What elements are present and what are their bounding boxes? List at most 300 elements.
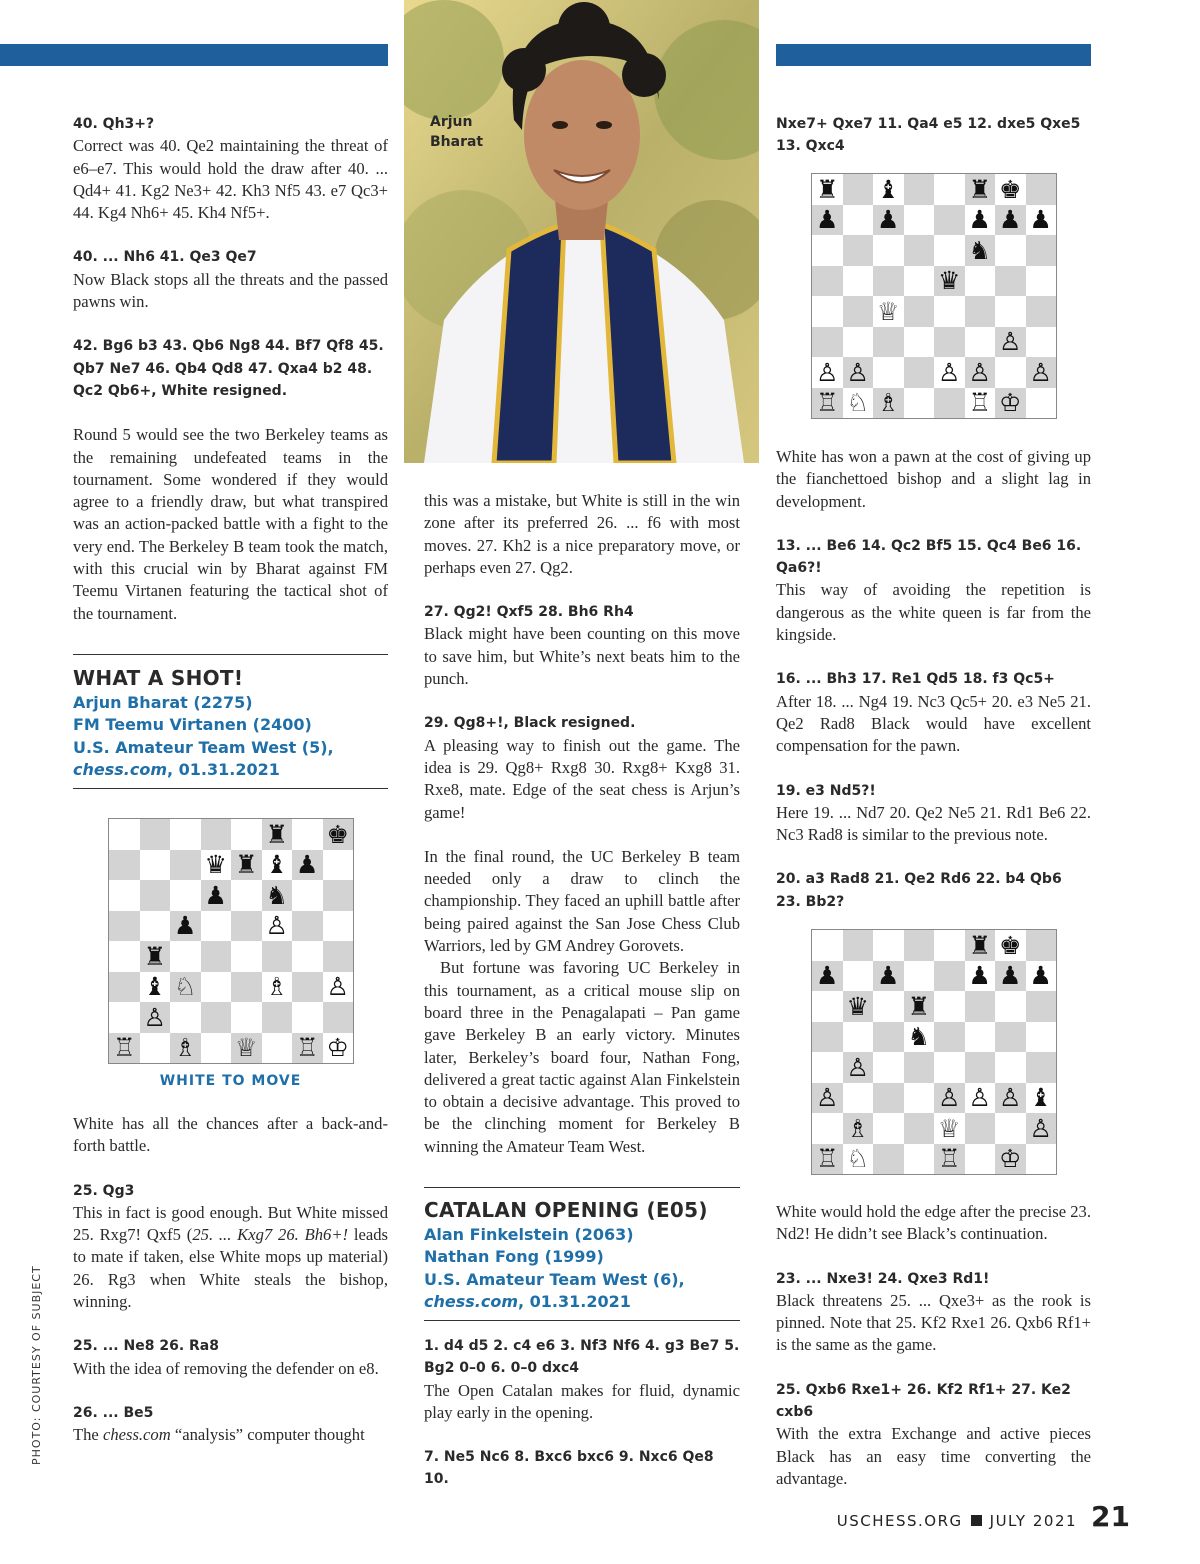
board-square: [262, 880, 293, 911]
white-bishop-icon: ♗: [265, 972, 288, 1002]
white-rook-icon: ♖: [938, 1144, 961, 1174]
board-square: [965, 388, 996, 419]
board-square: [812, 1052, 843, 1083]
board-square: [812, 296, 843, 327]
board-square: [109, 850, 140, 881]
board-square: [904, 1022, 935, 1053]
chess-board-1: [108, 818, 354, 1064]
board-square: [170, 941, 201, 972]
black-pawn-icon: ♟: [968, 961, 991, 991]
white-king-icon: ♔: [999, 1144, 1022, 1174]
board-square: [843, 1144, 874, 1175]
footer-square-icon: [971, 1515, 982, 1526]
black-king-icon: ♚: [326, 819, 349, 849]
board-square: [904, 1052, 935, 1083]
board-square: [995, 1113, 1026, 1144]
board-square: [231, 1033, 262, 1064]
board-square: [873, 1144, 904, 1175]
white-bishop-icon: ♗: [846, 1113, 869, 1143]
black-rook-icon: ♜: [143, 941, 166, 971]
board-square: [292, 1033, 323, 1064]
black-bishop-icon: ♝: [143, 972, 166, 1002]
board-square: [965, 205, 996, 236]
white-pawn-icon: ♙: [968, 357, 991, 387]
black-pawn-icon: ♟: [999, 205, 1022, 235]
board-square: [262, 1002, 293, 1033]
board-square: [170, 1033, 201, 1064]
board-square: [965, 961, 996, 992]
column-2: [424, 490, 740, 1158]
board-square: [934, 930, 965, 961]
board-square: [231, 819, 262, 850]
board-square: [1026, 296, 1057, 327]
footer-site: USCHESS.ORG: [836, 1512, 963, 1530]
board-square: [812, 1144, 843, 1175]
board-square: [812, 205, 843, 236]
board-square: [965, 235, 996, 266]
column-3-lower: [776, 1201, 1091, 1490]
board-square: [1026, 357, 1057, 388]
black-bishop-icon: ♝: [265, 850, 288, 880]
board-square: [812, 991, 843, 1022]
black-pawn-icon: ♟: [877, 961, 900, 991]
white-queen-icon: ♕: [938, 1113, 961, 1143]
white-pawn-icon: ♙: [999, 327, 1022, 357]
board-square: [995, 327, 1026, 358]
board-square: [904, 1144, 935, 1175]
board-square: [873, 266, 904, 297]
board-square: [873, 1083, 904, 1114]
white-rook-icon: ♖: [816, 1144, 839, 1174]
black-rook-icon: ♜: [235, 850, 258, 880]
white-pawn-icon: ♙: [816, 1083, 839, 1113]
white-bishop-icon: ♗: [877, 388, 900, 418]
header-bar-right: [776, 44, 1091, 66]
white-pawn-icon: ♙: [816, 357, 839, 387]
move-text: 42. Bg6 b3 43. Qb6 Ng8 44. Bf7 Qf8 45. Qb7 Ne7 46. Qb4 Qd8 47. Qxa4 b2 48. Qc2 Qb6+, White resigned.: [73, 338, 384, 399]
board-square: [995, 357, 1026, 388]
move-text: 25. Qxb6 Rxe1+ 26. Kf2 Rf1+ 27. Ke2 cxb6: [776, 1381, 1071, 1421]
board-square: [1026, 327, 1057, 358]
board-square: [934, 174, 965, 205]
board-square: [170, 819, 201, 850]
board-square: [109, 880, 140, 911]
board-square: [262, 941, 293, 972]
board-square: [934, 266, 965, 297]
body-text: In the final round, the UC Berkeley B team needed only a draw to clinch the championship. They faced an uphill battle after being paired against the San Jose Chess Club Warriors, led by GM Andrey Gorovets.: [424, 846, 740, 956]
board-square: [1026, 388, 1057, 419]
column-2-lower: [424, 1335, 740, 1491]
divider: [424, 1320, 740, 1321]
board-square: [109, 941, 140, 972]
board-square: [323, 1002, 354, 1033]
board-square: [1026, 266, 1057, 297]
board-square: [812, 930, 843, 961]
site-date: [73, 759, 388, 781]
board-square: [873, 357, 904, 388]
board-square: [904, 174, 935, 205]
board-square: [292, 819, 323, 850]
board-square: [109, 972, 140, 1003]
annotation-text: White has won a pawn at the cost of giving up the fianchettoed bishop and a slight lag in development.: [776, 447, 1091, 511]
move-text: 13. ... Be6 14. Qc2 Bf5 15. Qc4 Be6 16. Qa6?!: [776, 537, 1082, 577]
board-square: [904, 388, 935, 419]
black-pawn-icon: ♟: [816, 961, 839, 991]
board-square: [843, 205, 874, 236]
board-square: [201, 1002, 232, 1033]
move-text: 1. d4 d5 2. c4 e6 3. Nf3 Nf6 4. g3 Be7 5. Bg2 0–0 6. 0–0 dxc4: [424, 1338, 740, 1377]
white-player: Alan Finkelstein (2063): [424, 1225, 634, 1244]
annotation-text: Correct was 40. Qe2 maintaining the threat of e6–e7. This would hold the draw after 40. ... Qd4+ 41. Kg2 Ne3+ 42. Kh3 Nf5 43. e7 Qc3+ 44. Kg4 Nh6+ 45. Kh4 Nf5+.: [73, 136, 388, 223]
board-square: [965, 266, 996, 297]
board-square: [934, 1022, 965, 1053]
board-square: [873, 1052, 904, 1083]
move-text: 19. e3 Nd5?!: [776, 782, 876, 799]
board-square: [201, 972, 232, 1003]
board-square: [140, 1033, 171, 1064]
board-square: [170, 911, 201, 942]
annotation-text: The chess.com “analysis” computer thought: [73, 1425, 365, 1445]
white-knight-icon: ♘: [846, 388, 869, 418]
board-square: [1026, 1052, 1057, 1083]
black-pawn-icon: ♟: [1029, 205, 1052, 235]
board-square: [873, 930, 904, 961]
board-square: [170, 972, 201, 1003]
white-pawn-icon: ♙: [1029, 357, 1052, 387]
board-square: [140, 941, 171, 972]
white-pawn-icon: ♙: [938, 1083, 961, 1113]
board-square: [812, 327, 843, 358]
board-square: [262, 972, 293, 1003]
board-square: [965, 930, 996, 961]
annotation-text: The Open Catalan makes for fluid, dynamic play early in the opening.: [424, 1380, 740, 1422]
board-square: [995, 1144, 1026, 1175]
board-square: [934, 296, 965, 327]
black-bishop-icon: ♝: [1029, 1083, 1052, 1113]
board-square: [995, 388, 1026, 419]
board-square: [965, 991, 996, 1022]
board-square: [934, 991, 965, 1022]
black-rook-icon: ♜: [265, 819, 288, 849]
move-text: 20. a3 Rad8 21. Qe2 Rd6 22. b4 Qb6 23. Bb2?: [776, 871, 1062, 910]
board-square: [262, 1033, 293, 1064]
board-square: [873, 388, 904, 419]
black-pawn-icon: ♟: [1029, 961, 1052, 991]
board-square: [812, 174, 843, 205]
board-square: [904, 266, 935, 297]
board-square: [843, 357, 874, 388]
board-square: [934, 1113, 965, 1144]
black-knight-icon: ♞: [968, 235, 991, 265]
black-pawn-icon: ♟: [968, 205, 991, 235]
board-square: [995, 266, 1026, 297]
board-square: [965, 1113, 996, 1144]
board-square: [995, 961, 1026, 992]
board-square: [201, 819, 232, 850]
board-square: [873, 174, 904, 205]
board-square: [201, 1033, 232, 1064]
annotation-text: Black might have been counting on this move to save him, but White’s next beats him to the punch.: [424, 624, 740, 689]
board-caption: WHITE TO MOVE: [159, 1073, 302, 1089]
white-queen-icon: ♕: [877, 296, 900, 326]
white-rook-icon: ♖: [113, 1033, 136, 1063]
board-square: [843, 174, 874, 205]
board-square: [873, 991, 904, 1022]
white-king-icon: ♔: [326, 1033, 349, 1063]
black-queen-icon: ♛: [204, 850, 227, 880]
board-square: [843, 991, 874, 1022]
board-square: [812, 357, 843, 388]
chess-board-3: [811, 929, 1057, 1175]
divider: [73, 654, 388, 655]
board-square: [292, 880, 323, 911]
board-square: [323, 1033, 354, 1064]
annotation-text: A pleasing way to finish out the game. The idea is 29. Qg8+ Rxg8 30. Rxg8+ Kxg8 31. Rxe8, mate. Edge of the seat chess is Arjun’s game!: [424, 735, 740, 822]
white-bishop-icon: ♗: [174, 1033, 197, 1063]
board-square: [1026, 991, 1057, 1022]
board-square: [995, 296, 1026, 327]
board-square: [323, 819, 354, 850]
board-square: [904, 1083, 935, 1114]
white-pawn-icon: ♙: [1029, 1113, 1052, 1143]
game-header: [73, 664, 388, 782]
black-pawn-icon: ♟: [877, 205, 900, 235]
board-square: [170, 850, 201, 881]
board-square: [965, 1052, 996, 1083]
board-square: [873, 205, 904, 236]
board-square: [904, 357, 935, 388]
divider: [73, 788, 388, 789]
board-square: [201, 880, 232, 911]
board-square: [1026, 174, 1057, 205]
game-date: , 01.31.2021: [518, 1292, 631, 1312]
board-square: [995, 930, 1026, 961]
annotation-text: this was a mistake, but White is still in the win zone after its preferred 26. ... f6 with most moves. 27. Kh2 is a nice preparatory move, or perhaps even 27. Qg2.: [424, 491, 740, 577]
board-square: [1026, 1113, 1057, 1144]
board-square: [904, 296, 935, 327]
black-pawn-icon: ♟: [296, 850, 319, 880]
board-square: [934, 327, 965, 358]
move-text: 25. ... Ne8 26. Ra8: [73, 1338, 219, 1355]
board-square: [292, 972, 323, 1003]
board-square: [904, 930, 935, 961]
annotation-text: White would hold the edge after the precise 23. Nd2! He didn’t see Black’s continuation.: [776, 1202, 1091, 1244]
board-square: [934, 357, 965, 388]
annotation-text: This in fact is good enough. But White missed 25. Rxg7! Qxf5 (25. ... Kxg7 26. Bh6+! leads to mate if taken, else White mops up material) 26. Rg3 when White steals the bishop, winning.: [73, 1202, 388, 1312]
annotation-text: Here 19. ... Nd7 20. Qe2 Ne5 21. Rd1 Be6 22. Nc3 Rad8 is similar to the previous note.: [776, 802, 1091, 845]
chess-board-2: [811, 173, 1057, 419]
board-square: [843, 327, 874, 358]
game-date: , 01.31.2021: [167, 760, 280, 780]
board-square: [873, 235, 904, 266]
board-square: [1026, 1144, 1057, 1175]
board-square: [934, 961, 965, 992]
move-text: Nxe7+ Qxe7 11. Qa4 e5 12. dxe5 Qxe5 13. Qxc4: [776, 116, 1081, 155]
board-square: [965, 1144, 996, 1175]
board-square: [934, 235, 965, 266]
black-knight-icon: ♞: [265, 880, 288, 910]
board-square: [812, 266, 843, 297]
site-name: chess.com: [424, 1292, 518, 1312]
board-square: [262, 911, 293, 942]
board-square: [904, 991, 935, 1022]
column-1-lower: [73, 1113, 388, 1447]
move-text: 7. Ne5 Nc6 8. Bxc6 bxc6 9. Nxc6 Qe8 10.: [424, 1449, 714, 1488]
site-date: [424, 1291, 740, 1313]
board-square: [934, 1052, 965, 1083]
game-title: CATALAN OPENING (E05): [424, 1198, 708, 1222]
photo-credit: PHOTO: COURTESY OF SUBJECT: [30, 1265, 43, 1465]
black-queen-icon: ♛: [938, 266, 961, 296]
board-square: [843, 1052, 874, 1083]
board-square: [323, 972, 354, 1003]
board-square: [323, 850, 354, 881]
board-square: [292, 941, 323, 972]
board-square: [995, 1022, 1026, 1053]
board-square: [904, 327, 935, 358]
board-square: [109, 1002, 140, 1033]
white-rook-icon: ♖: [816, 388, 839, 418]
board-square: [109, 819, 140, 850]
move-text: 25. Qg3: [73, 1182, 135, 1199]
black-rook-icon: ♜: [816, 174, 839, 204]
board-square: [140, 911, 171, 942]
board-square: [170, 880, 201, 911]
board-square: [965, 1022, 996, 1053]
column-3-middle: [776, 446, 1091, 913]
board-square: [812, 1022, 843, 1053]
board-square: [262, 819, 293, 850]
annotation-text: With the extra Exchange and active pieces Black has an easy time converting the advantage.: [776, 1424, 1091, 1488]
photo-caption: Arjun Bharat: [430, 114, 484, 150]
white-king-icon: ♔: [999, 388, 1022, 418]
white-pawn-icon: ♙: [265, 911, 288, 941]
page-footer: [837, 1500, 1130, 1533]
board-square: [934, 1144, 965, 1175]
move-text: 29. Qg8+!, Black resigned.: [424, 715, 636, 732]
event-name: U.S. Amateur Team West (5),: [73, 737, 334, 757]
board-square: [812, 1113, 843, 1144]
board-square: [965, 296, 996, 327]
board-square: [965, 327, 996, 358]
white-pawn-icon: ♙: [999, 1083, 1022, 1113]
board-square: [292, 1002, 323, 1033]
board-square: [843, 296, 874, 327]
board-square: [292, 911, 323, 942]
white-rook-icon: ♖: [296, 1033, 319, 1063]
move-text: 23. ... Nxe3! 24. Qxe3 Rd1!: [776, 1270, 990, 1287]
black-pawn-icon: ♟: [174, 911, 197, 941]
page-number: 21: [1091, 1500, 1130, 1533]
annotation-text: After 18. ... Ng4 19. Nc3 Qc5+ 20. e3 Ne5 21. Qe2 Rad8 Black would have excellent compensation for the pawn.: [776, 691, 1091, 756]
annotation-text: Now Black stops all the threats and the passed pawns win.: [73, 269, 388, 312]
black-rook-icon: ♜: [968, 174, 991, 204]
black-knight-icon: ♞: [907, 1022, 930, 1052]
board-square: [231, 850, 262, 881]
board-square: [109, 911, 140, 942]
board-square: [843, 266, 874, 297]
board-square: [109, 1033, 140, 1064]
board-square: [1026, 1083, 1057, 1114]
board-square: [904, 961, 935, 992]
annotation-text: This way of avoiding the repetition is dangerous as the white queen is far from the kingside.: [776, 580, 1091, 645]
white-pawn-icon: ♙: [326, 972, 349, 1002]
board-square: [231, 880, 262, 911]
board-square: [873, 327, 904, 358]
board-square: [873, 1113, 904, 1144]
player-photo: [404, 0, 759, 463]
move-text: 16. ... Bh3 17. Re1 Qd5 18. f3 Qc5+: [776, 671, 1055, 688]
board-square: [995, 991, 1026, 1022]
white-queen-icon: ♕: [235, 1033, 258, 1063]
black-bishop-icon: ♝: [877, 174, 900, 204]
board-square: [995, 1083, 1026, 1114]
board-square: [323, 880, 354, 911]
board-square: [873, 1022, 904, 1053]
board-square: [140, 819, 171, 850]
board-square: [140, 1002, 171, 1033]
annotation-text: With the idea of removing the defender on e8.: [73, 1358, 379, 1378]
board-square: [231, 972, 262, 1003]
board-square: [965, 1083, 996, 1114]
board-square: [812, 1083, 843, 1114]
black-player: FM Teemu Virtanen (2400): [73, 715, 312, 735]
board-square: [323, 941, 354, 972]
board-square: [995, 1052, 1026, 1083]
board-square: [995, 205, 1026, 236]
annotation-text: Black threatens 25. ... Qxe3+ as the rook is pinned. Note that 25. Kf2 Rxe1 26. Qxb6 Rf1+ is the same as the game.: [776, 1290, 1091, 1355]
white-player: Arjun Bharat (2275): [73, 693, 253, 712]
move-text: 40. ... Nh6 41. Qe3 Qe7: [73, 249, 257, 266]
black-pawn-icon: ♟: [999, 961, 1022, 991]
white-pawn-icon: ♙: [143, 1002, 166, 1032]
board-square: [170, 1002, 201, 1033]
white-pawn-icon: ♙: [938, 357, 961, 387]
board-square: [140, 880, 171, 911]
black-rook-icon: ♜: [968, 930, 991, 960]
board-square: [140, 972, 171, 1003]
move-text: 26. ... Be5: [73, 1404, 154, 1421]
footer-month: JULY 2021: [989, 1512, 1078, 1530]
board-square: [323, 911, 354, 942]
board-square: [1026, 961, 1057, 992]
board-square: [904, 1113, 935, 1144]
board-square: [843, 1083, 874, 1114]
board-square: [843, 235, 874, 266]
board-square: [231, 911, 262, 942]
board-square: [965, 357, 996, 388]
board-square: [904, 235, 935, 266]
board-square: [965, 174, 996, 205]
move-text: 27. Qg2! Qxf5 28. Bh6 Rh4: [424, 604, 634, 621]
black-king-icon: ♚: [999, 174, 1022, 204]
white-rook-icon: ♖: [968, 388, 991, 418]
black-king-icon: ♚: [999, 930, 1022, 960]
board-square: [201, 941, 232, 972]
board-square: [1026, 1022, 1057, 1053]
board-square: [201, 850, 232, 881]
board-square: [201, 911, 232, 942]
board-square: [873, 961, 904, 992]
game-header: [424, 1196, 740, 1314]
black-player: Nathan Fong (1999): [424, 1247, 604, 1267]
event-name: U.S. Amateur Team West (6),: [424, 1269, 685, 1289]
board-square: [904, 205, 935, 236]
board-square: [231, 1002, 262, 1033]
board-square: [934, 1083, 965, 1114]
black-queen-icon: ♛: [846, 991, 869, 1021]
board-square: [843, 1022, 874, 1053]
